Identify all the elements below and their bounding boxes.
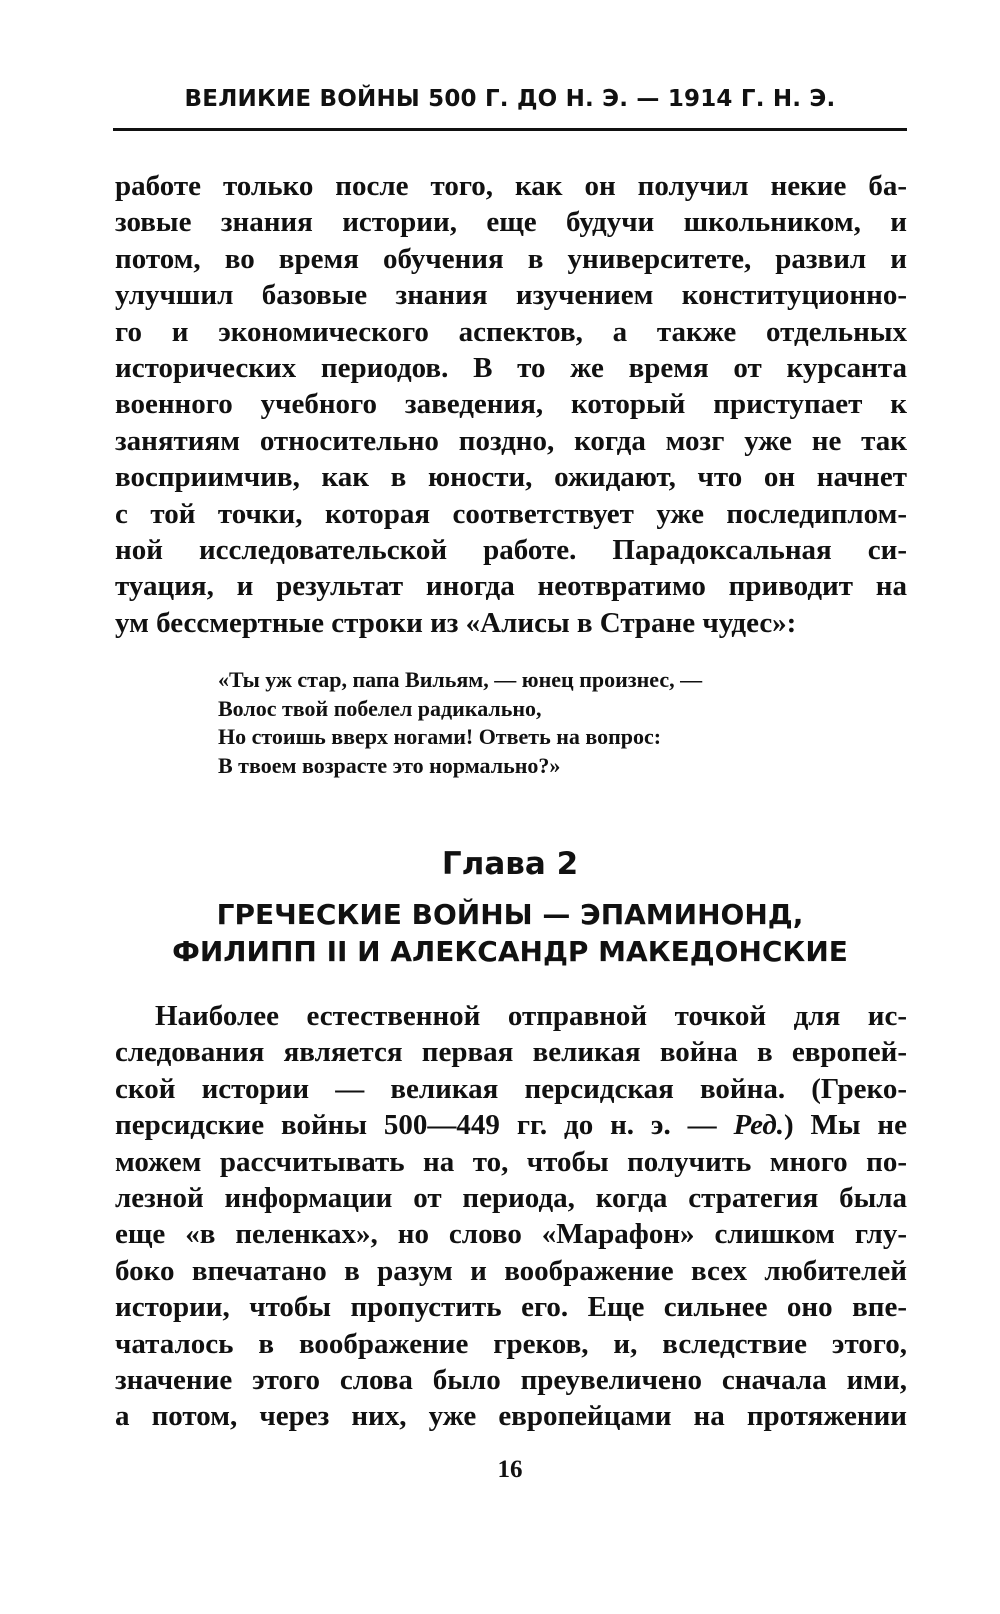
text-line: занятиям относительно поздно, когда мозг уже не так (115, 424, 907, 457)
text-line: боко впечатано в разум и воображение всех любителей (115, 1254, 907, 1287)
text-segment: персидские войны 500—449 гг. до н. э. — (115, 1109, 734, 1142)
text-line: зовые знания истории, еще будучи школьником, и (115, 206, 907, 239)
text-line: лезной информации от периода, когда стратегия была (115, 1181, 907, 1214)
text-line: работе только после того, как он получил некие ба- (115, 170, 907, 202)
page-number: 16 (497, 1456, 523, 1483)
text-line: потом, во время обучения в университете, развил и (115, 242, 907, 275)
editor-note: Ред. (733, 1109, 784, 1142)
text-line: восприимчив, как в юности, ожидают, что он начнет (115, 461, 907, 494)
text-line: можем рассчитывать на то, чтобы получить много по- (115, 1145, 907, 1178)
chapter-title (113, 896, 907, 970)
text-segment: ) Мы не (783, 1109, 907, 1142)
text-line: туация, и результат иногда неотвратимо приводит на (115, 570, 907, 603)
text-line: го и экономического аспектов, а также отдельных (115, 315, 907, 348)
text-line: истории, чтобы пропустить его. Еще сильнее оно впе- (115, 1291, 907, 1324)
text-line: следования является первая великая война в европей- (115, 1036, 907, 1069)
text-line: военного учебного заведения, который приступает к (115, 388, 907, 421)
poem-line: Но стоишь вверх ногами! Ответь на вопрос: (218, 724, 662, 749)
paragraph-chapter-start (115, 998, 907, 1435)
text-line (115, 1107, 907, 1143)
paragraph-continued (115, 168, 907, 641)
poem-quote (218, 666, 838, 780)
text-line: Наиболее естественной отправной точкой для ис- (155, 1000, 907, 1032)
text-line: ской истории — великая персидская война. (Греко- (115, 1072, 907, 1105)
poem-line: В твоем возрасте это нормально?» (218, 752, 561, 778)
text-line: улучшил базовые знания изучением конституционно- (115, 279, 907, 312)
text-line: исторических периодов. В то же время от курсанта (115, 351, 907, 384)
text-line: значение этого слова было преувеличено сначала ими, (115, 1363, 907, 1396)
header-rule (113, 128, 907, 131)
poem-line: Волос твой побелел радикально, (218, 695, 542, 721)
text-line: а потом, через них, уже европейцами на протяжении (115, 1400, 907, 1433)
text-line: с той точки, которая соответствует уже последиплом- (115, 497, 907, 530)
chapter-number: Глава 2 (441, 846, 579, 882)
running-head: ВЕЛИКИЕ ВОЙНЫ 500 Г. ДО Н. Э. — 1914 Г. Н. Э. (184, 86, 836, 112)
text-line: чаталось в воображение греков, и, вследствие этого, (115, 1327, 907, 1360)
poem-line: «Ты уж стар, папа Вильям, — юнец произнес, — (218, 667, 703, 692)
text-line: ум бессмертные строки из «Алисы в Стране чудес»: (115, 606, 797, 639)
text-line: еще «в пеленках», но слово «Марафон» слишком глу- (115, 1218, 907, 1251)
chapter-title-line: ФИЛИПП II И АЛЕКСАНДР МАКЕДОНСКИЕ (172, 935, 848, 968)
chapter-title-line: ГРЕЧЕСКИЕ ВОЙНЫ — ЭПАМИНОНД, (216, 898, 804, 931)
text-line: ной исследовательской работе. Парадоксальная си- (115, 533, 907, 566)
